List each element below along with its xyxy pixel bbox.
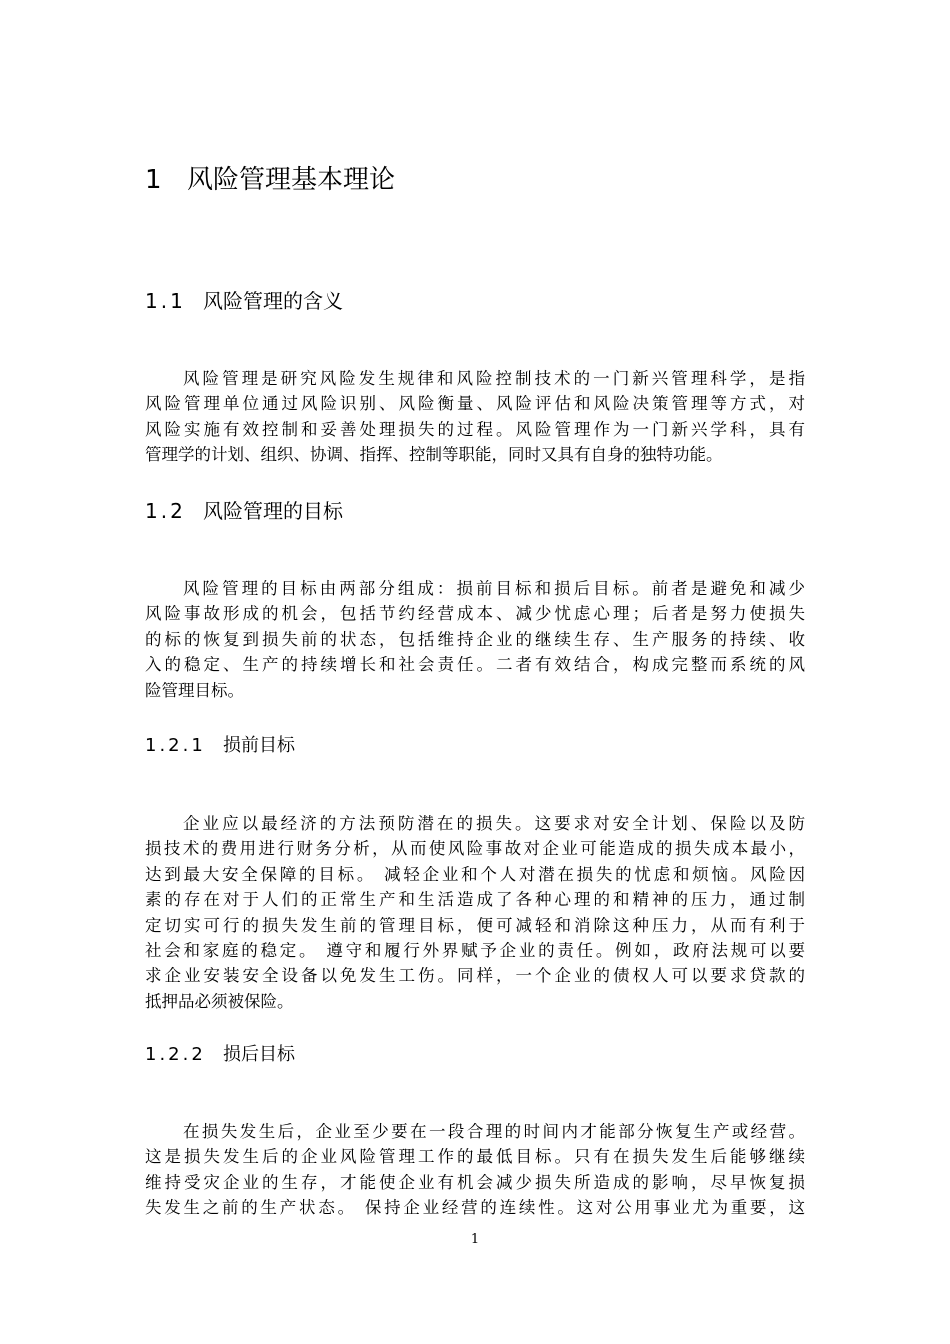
- paragraph-line: 企业应以最经济的方法预防潜在的损失。这要求对安全计划、保险以及防: [183, 814, 805, 833]
- section-paragraph: [145, 366, 805, 468]
- paragraph-line: 险管理目标。: [145, 680, 244, 700]
- paragraph-line: 风险管理的目标由两部分组成：损前目标和损后目标。前者是避免和减少: [183, 579, 805, 598]
- page-number: 1: [470, 1232, 480, 1247]
- paragraph-line: 管理学的计划、组织、协调、指挥、控制等职能，同时又具有自身的独特功能。: [145, 445, 723, 465]
- section-paragraph: [145, 576, 805, 703]
- chapter-title: 风险管理基本理论: [187, 165, 396, 195]
- paragraph-line: 这是损失发生后的企业风险管理工作的最低目标。只有在损失发生后能够继续: [145, 1147, 805, 1167]
- paragraph-line: 社会和家庭的稳定。 遵守和履行外界赋予企业的责任。例如，政府法规可以要: [145, 941, 805, 961]
- paragraph-line: 损技术的费用进行财务分析，从而使风险事故对企业可能造成的损失成本最小，: [145, 839, 805, 859]
- section-title: 风险管理的目标: [203, 499, 343, 523]
- subsection-title: 损前目标: [223, 735, 295, 756]
- paragraph-line: 维持受灾企业的生存，才能使企业有机会减少损失所造成的影响，尽早恢复损: [145, 1172, 805, 1192]
- chapter-heading: [145, 160, 395, 200]
- paragraph-line: 风险管理单位通过风险识别、风险衡量、风险评估和风险决策管理等方式，对: [145, 394, 805, 414]
- paragraph-line: 入的稳定、生产的持续增长和社会责任。二者有效结合，构成完整而系统的风: [145, 655, 805, 675]
- paragraph-line: 的标的恢复到损失前的状态，包括维持企业的继续生存、生产服务的持续、收: [145, 629, 805, 649]
- paragraph-line: 抵押品必须被保险。: [145, 991, 294, 1011]
- subsection-heading: [145, 732, 295, 760]
- paragraph-line: 风险管理是研究风险发生规律和风险控制技术的一门新兴管理科学，是指: [183, 369, 805, 388]
- section-number: 1.1: [145, 289, 186, 313]
- paragraph-line: 定切实可行的损失发生前的管理目标，便可减轻和消除这种压力，从而有利于: [145, 915, 805, 935]
- subsection-title: 损后目标: [223, 1044, 295, 1065]
- subsection-heading: [145, 1041, 295, 1069]
- paragraph-line: 风险实施有效控制和妥善处理损失的过程。风险管理作为一门新兴学科，具有: [145, 419, 805, 439]
- subsection-number: 1.2.2: [145, 1044, 206, 1065]
- section-number: 1.2: [145, 499, 186, 523]
- section-heading: [145, 286, 343, 316]
- section-title: 风险管理的含义: [203, 289, 343, 313]
- section-paragraph: [145, 811, 805, 1014]
- paragraph-line: 风险事故形成的机会，包括节约经营成本、减少忧虑心理；后者是努力使损失: [145, 604, 805, 624]
- paragraph-line: 达到最大安全保障的目标。 减轻企业和个人对潜在损失的忧虑和烦恼。风险因: [145, 864, 805, 884]
- section-paragraph: [145, 1119, 805, 1221]
- paragraph-line: 求企业安装安全设备以免发生工伤。同样，一个企业的债权人可以要求贷款的: [145, 966, 805, 986]
- chapter-number: 1: [145, 165, 162, 195]
- paragraph-line: 素的存在对于人们的正常生产和生活造成了各种心理的和精神的压力，通过制: [145, 890, 805, 910]
- paragraph-line: 在损失发生后，企业至少要在一段合理的时间内才能部分恢复生产或经营。: [183, 1122, 805, 1141]
- subsection-number: 1.2.1: [145, 735, 206, 756]
- paragraph-line: 失发生之前的生产状态。 保持企业经营的连续性。这对公用事业尤为重要，这: [145, 1198, 805, 1218]
- section-heading: [145, 496, 343, 526]
